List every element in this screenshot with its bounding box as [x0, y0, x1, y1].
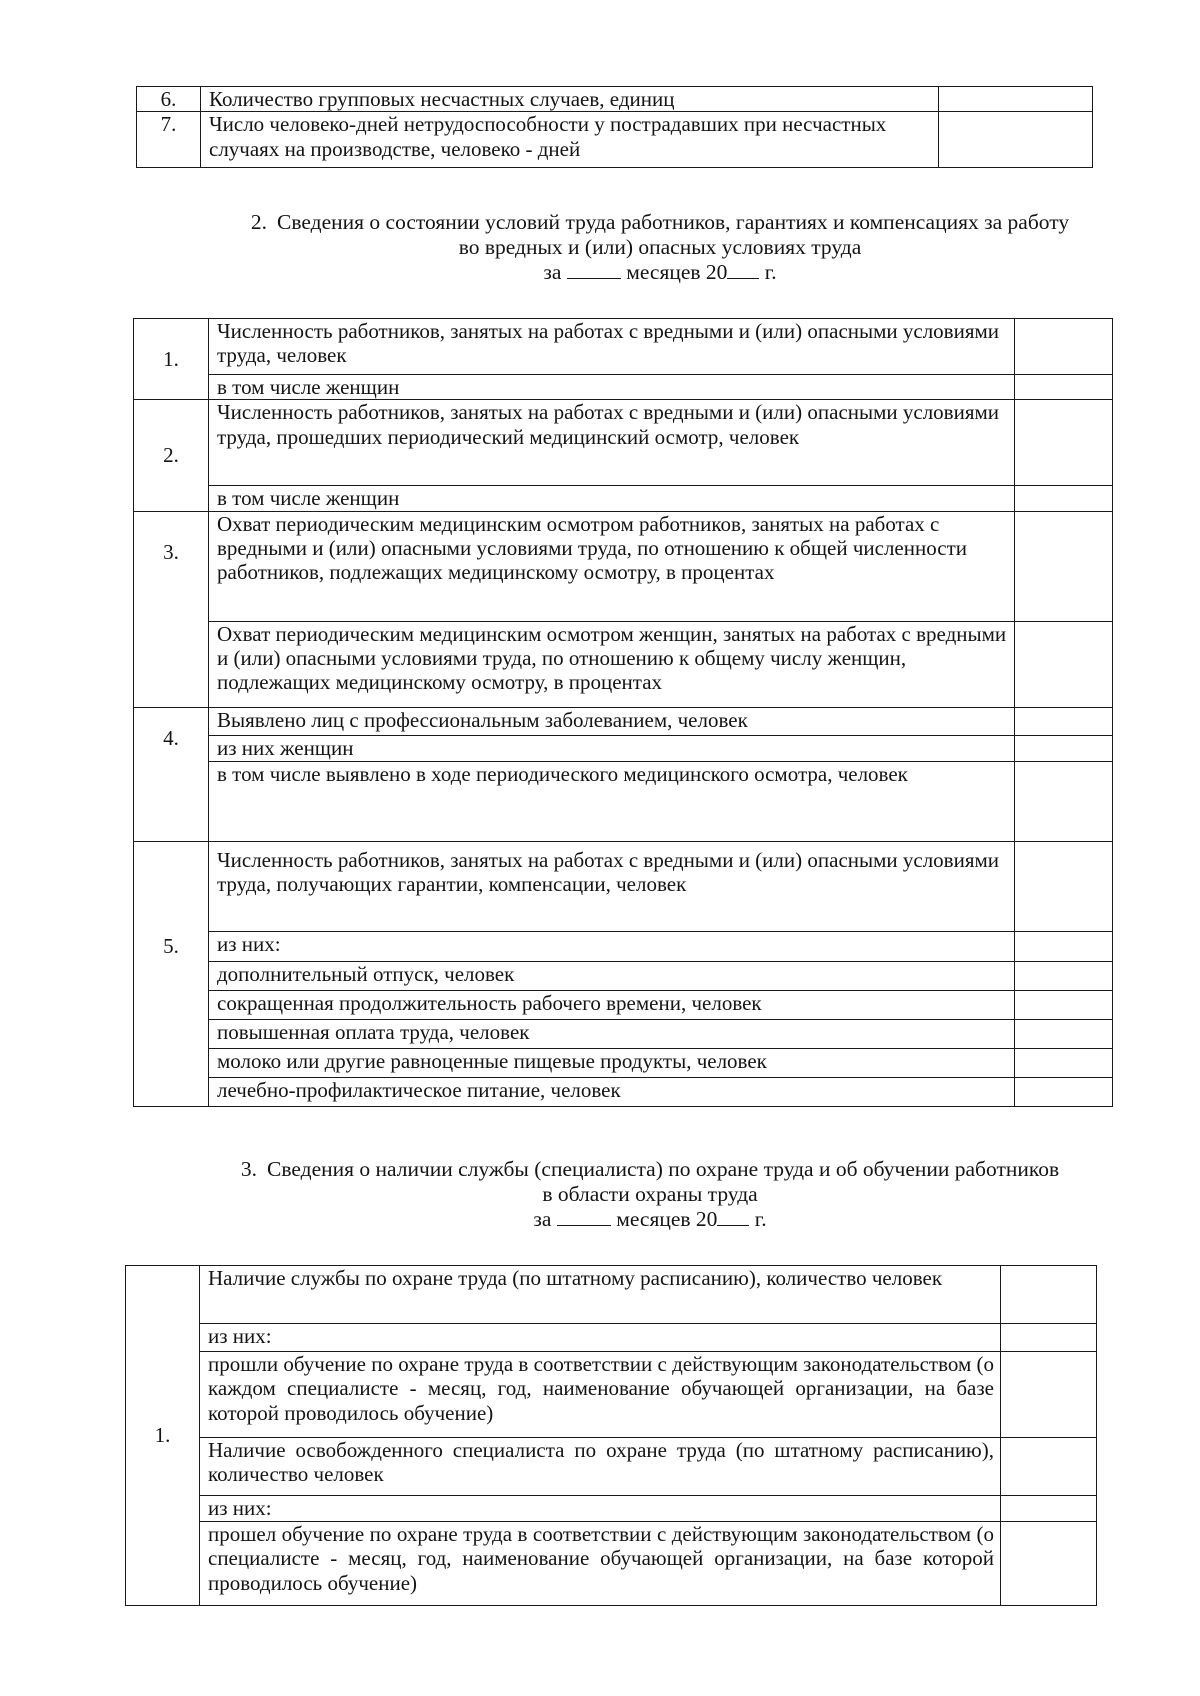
- table-row: [134, 375, 1113, 400]
- row-label: Число человеко-дней нетрудоспособности у пострадавших при несчастных случаях на производстве, человеко - дней: [201, 112, 939, 168]
- row-label: Численность работников, занятых на работах с вредными и (или) опасными условиями труда, человек: [209, 319, 1015, 375]
- table-row: [134, 931, 1113, 961]
- row-number: 1.: [126, 1266, 200, 1606]
- row-label: Охват периодическим медицинским осмотром работников, занятых на работах с вредными и (или) опасными условиями труда, по отношению к общей численности работников, подлежащих медицинскому осмотру, в процентах: [209, 511, 1015, 621]
- value-cell[interactable]: [1015, 841, 1113, 931]
- accident-stats-table: [136, 86, 1093, 168]
- value-cell[interactable]: [1015, 621, 1113, 707]
- table-row: [134, 761, 1113, 841]
- row-label: в том числе женщин: [209, 486, 1015, 511]
- table-row: [137, 87, 1093, 112]
- row-label: Выявлено лиц с профессиональным заболеванием, человек: [209, 707, 1015, 735]
- table-row: [126, 1496, 1097, 1522]
- row-label: дополнительный отпуск, человек: [209, 961, 1015, 990]
- row-number: 2.: [134, 400, 209, 511]
- value-cell[interactable]: [1015, 1019, 1113, 1048]
- value-cell[interactable]: [1001, 1324, 1097, 1352]
- table-row: [137, 112, 1093, 168]
- row-label: Численность работников, занятых на работах с вредными и (или) опасными условиями труда, прошедших периодический медицинский осмотр, человек: [209, 400, 1015, 486]
- table-row: [134, 1019, 1113, 1048]
- value-cell[interactable]: [1015, 707, 1113, 735]
- table-row: [134, 735, 1113, 761]
- section-number: 2.: [250, 210, 268, 234]
- table-row: [126, 1324, 1097, 1352]
- value-cell[interactable]: [1001, 1522, 1097, 1606]
- row-label: в том числе выявлено в ходе периодического медицинского осмотра, человек: [209, 761, 1015, 841]
- safety-service-table: [125, 1265, 1097, 1606]
- row-number: 6.: [137, 87, 201, 112]
- value-cell[interactable]: [1015, 961, 1113, 990]
- value-cell[interactable]: [1015, 375, 1113, 400]
- year-blank[interactable]: [727, 260, 759, 279]
- table-row: [134, 990, 1113, 1019]
- row-number: 1.: [134, 319, 209, 400]
- row-label: сокращенная продолжительность рабочего времени, человек: [209, 990, 1015, 1019]
- table-row: [134, 511, 1113, 621]
- row-label: лечебно-профилактическое питание, человек: [209, 1077, 1015, 1106]
- row-label: Количество групповых несчастных случаев, единиц: [201, 87, 939, 112]
- reporting-period: за месяцев 20 г.: [533, 1206, 767, 1231]
- row-number: 7.: [137, 112, 201, 168]
- value-cell[interactable]: [939, 112, 1093, 168]
- table-row: [126, 1266, 1097, 1324]
- table-row: [134, 841, 1113, 931]
- value-cell[interactable]: [1015, 931, 1113, 961]
- reporting-period: за месяцев 20 г.: [543, 259, 777, 284]
- value-cell[interactable]: [1001, 1352, 1097, 1438]
- year-blank[interactable]: [717, 1207, 749, 1226]
- table-row: [134, 486, 1113, 511]
- row-label: из них женщин: [209, 735, 1015, 761]
- section-title-line-1: Сведения о состоянии условий труда работников, гарантиях и компенсациях за работу: [277, 210, 1070, 234]
- table-row: [134, 961, 1113, 990]
- row-number: 5.: [134, 841, 209, 1106]
- value-cell[interactable]: [1015, 400, 1113, 486]
- row-label: из них:: [200, 1496, 1001, 1522]
- value-cell[interactable]: [1015, 486, 1113, 511]
- table-row: [134, 707, 1113, 735]
- working-conditions-table: [133, 318, 1113, 1107]
- value-cell[interactable]: [1015, 735, 1113, 761]
- section-2-heading: [170, 210, 1150, 285]
- row-label: прошел обучение по охране труда в соответствии с действующим законодательством (о специалисте - месяц, год, наименование обучающей организации, на базе которой проводилось обучение): [200, 1522, 1001, 1606]
- row-label: из них:: [209, 931, 1015, 961]
- row-number: 3.: [134, 511, 209, 707]
- table-row: [134, 1077, 1113, 1106]
- months-blank[interactable]: [567, 260, 621, 279]
- section-3-heading: [160, 1157, 1140, 1232]
- value-cell[interactable]: [1015, 1077, 1113, 1106]
- value-cell[interactable]: [1001, 1496, 1097, 1522]
- section-title-line-2: во вредных и (или) опасных условиях труда: [458, 234, 862, 259]
- value-cell[interactable]: [1015, 319, 1113, 375]
- row-label: из них:: [200, 1324, 1001, 1352]
- table-row: [134, 400, 1113, 486]
- value-cell[interactable]: [1015, 990, 1113, 1019]
- value-cell[interactable]: [1001, 1438, 1097, 1496]
- table-row: [126, 1522, 1097, 1606]
- row-label: Численность работников, занятых на работах с вредными и (или) опасными условиями труда, получающих гарантии, компенсации, человек: [209, 841, 1015, 931]
- table-row: [126, 1438, 1097, 1496]
- row-label: Наличие службы по охране труда (по штатному расписанию), количество человек: [200, 1266, 1001, 1324]
- row-label: молоко или другие равноценные пищевые продукты, человек: [209, 1048, 1015, 1077]
- row-label: повышенная оплата труда, человек: [209, 1019, 1015, 1048]
- section-title-line-2: в области охраны труда: [542, 1181, 758, 1206]
- section-title-line-1: Сведения о наличии службы (специалиста) по охране труда и об обучении работников: [267, 1157, 1060, 1181]
- row-number: 4.: [134, 707, 209, 841]
- row-label: в том числе женщин: [209, 375, 1015, 400]
- page-corner-mark: [930, 0, 1070, 8]
- value-cell[interactable]: [1001, 1266, 1097, 1324]
- row-label: Охват периодическим медицинским осмотром женщин, занятых на работах с вредными и (или) опасными условиями труда, по отношению к общему числу женщин, подлежащих медицинскому осмотру, в процентах: [209, 621, 1015, 707]
- table-row: [134, 1048, 1113, 1077]
- row-label: Наличие освобожденного специалиста по охране труда (по штатному расписанию), количество человек: [200, 1438, 1001, 1496]
- value-cell[interactable]: [1015, 761, 1113, 841]
- value-cell[interactable]: [1015, 1048, 1113, 1077]
- row-label: прошли обучение по охране труда в соответствии с действующим законодательством (о каждом специалисте - месяц, год, наименование обучающей организации, на базе которой проводилось обучение): [200, 1352, 1001, 1438]
- table-row: [126, 1352, 1097, 1438]
- value-cell[interactable]: [1015, 511, 1113, 621]
- section-number: 3.: [240, 1157, 257, 1181]
- table-row: [134, 621, 1113, 707]
- months-blank[interactable]: [557, 1207, 611, 1226]
- value-cell[interactable]: [939, 87, 1093, 112]
- table-row: [134, 319, 1113, 375]
